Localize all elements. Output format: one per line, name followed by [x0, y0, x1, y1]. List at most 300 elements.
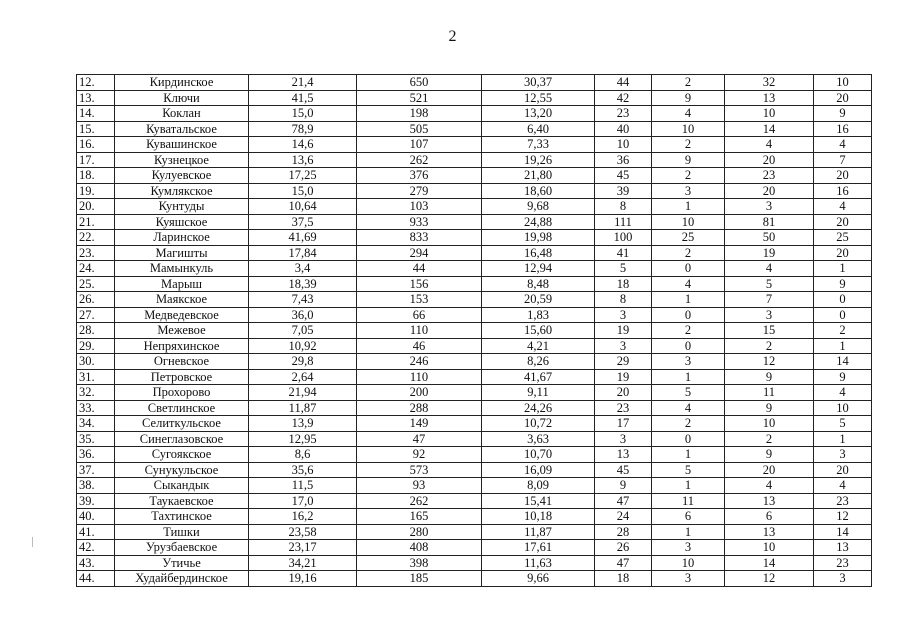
value-cell: 3 — [595, 307, 652, 323]
row-number: 35. — [77, 431, 115, 447]
lake-name: Петровское — [115, 369, 249, 385]
value-cell: 21,94 — [249, 385, 357, 401]
lake-name: Тахтинское — [115, 509, 249, 525]
value-cell: 6 — [725, 509, 814, 525]
lakes-table — [76, 74, 872, 587]
value-cell: 521 — [357, 90, 482, 106]
value-cell: 0 — [652, 261, 725, 277]
table-row — [77, 245, 872, 261]
value-cell: 9 — [725, 369, 814, 385]
value-cell: 2 — [652, 137, 725, 153]
lake-name: Сугоякское — [115, 447, 249, 463]
table-row — [77, 183, 872, 199]
row-number: 27. — [77, 307, 115, 323]
value-cell: 0 — [652, 431, 725, 447]
value-cell: 398 — [357, 555, 482, 571]
lake-name: Кувашинское — [115, 137, 249, 153]
value-cell: 3 — [652, 354, 725, 370]
value-cell: 5 — [725, 276, 814, 292]
table-row — [77, 75, 872, 91]
value-cell: 9 — [595, 478, 652, 494]
value-cell: 20 — [725, 183, 814, 199]
value-cell: 10 — [652, 121, 725, 137]
value-cell: 20 — [814, 245, 872, 261]
value-cell: 23,58 — [249, 524, 357, 540]
value-cell: 12,94 — [482, 261, 595, 277]
lake-name: Худайбердинское — [115, 571, 249, 587]
value-cell: 1 — [652, 524, 725, 540]
lake-name: Коклан — [115, 106, 249, 122]
value-cell: 24,88 — [482, 214, 595, 230]
value-cell: 3,63 — [482, 431, 595, 447]
value-cell: 10,72 — [482, 416, 595, 432]
value-cell: 4 — [814, 385, 872, 401]
value-cell: 40 — [595, 121, 652, 137]
value-cell: 30,37 — [482, 75, 595, 91]
value-cell: 21,4 — [249, 75, 357, 91]
value-cell: 10 — [725, 416, 814, 432]
value-cell: 111 — [595, 214, 652, 230]
value-cell: 16 — [814, 121, 872, 137]
value-cell: 11,63 — [482, 555, 595, 571]
value-cell: 2,64 — [249, 369, 357, 385]
lake-name: Светлинское — [115, 400, 249, 416]
row-number: 43. — [77, 555, 115, 571]
value-cell: 246 — [357, 354, 482, 370]
value-cell: 280 — [357, 524, 482, 540]
lake-name: Непряхинское — [115, 338, 249, 354]
value-cell: 20 — [595, 385, 652, 401]
table-row — [77, 137, 872, 153]
value-cell: 1,83 — [482, 307, 595, 323]
lake-name: Марыш — [115, 276, 249, 292]
value-cell: 200 — [357, 385, 482, 401]
value-cell: 32 — [725, 75, 814, 91]
lake-name: Утичье — [115, 555, 249, 571]
lake-name: Межевое — [115, 323, 249, 339]
value-cell: 4 — [652, 106, 725, 122]
value-cell: 14,6 — [249, 137, 357, 153]
lake-name: Медведевское — [115, 307, 249, 323]
row-number: 33. — [77, 400, 115, 416]
lake-name: Синеглазовское — [115, 431, 249, 447]
row-number: 24. — [77, 261, 115, 277]
value-cell: 4 — [814, 137, 872, 153]
value-cell: 26 — [595, 540, 652, 556]
value-cell: 78,9 — [249, 121, 357, 137]
value-cell: 9 — [814, 276, 872, 292]
table-row — [77, 555, 872, 571]
value-cell: 4 — [814, 199, 872, 215]
value-cell: 41,67 — [482, 369, 595, 385]
value-cell: 23 — [725, 168, 814, 184]
table-row — [77, 261, 872, 277]
lake-name: Куяшское — [115, 214, 249, 230]
value-cell: 3 — [814, 571, 872, 587]
value-cell: 8,09 — [482, 478, 595, 494]
value-cell: 11,87 — [249, 400, 357, 416]
value-cell: 505 — [357, 121, 482, 137]
row-number: 23. — [77, 245, 115, 261]
lake-name: Кирдинское — [115, 75, 249, 91]
row-number: 36. — [77, 447, 115, 463]
row-number: 31. — [77, 369, 115, 385]
value-cell: 2 — [652, 75, 725, 91]
row-number: 44. — [77, 571, 115, 587]
value-cell: 279 — [357, 183, 482, 199]
value-cell: 11 — [725, 385, 814, 401]
value-cell: 3 — [725, 307, 814, 323]
row-number: 18. — [77, 168, 115, 184]
lake-name: Огневское — [115, 354, 249, 370]
row-number: 28. — [77, 323, 115, 339]
value-cell: 17,0 — [249, 493, 357, 509]
row-number: 42. — [77, 540, 115, 556]
row-number: 13. — [77, 90, 115, 106]
value-cell: 2 — [652, 168, 725, 184]
value-cell: 29 — [595, 354, 652, 370]
value-cell: 20 — [725, 462, 814, 478]
value-cell: 16 — [814, 183, 872, 199]
value-cell: 15,0 — [249, 106, 357, 122]
value-cell: 50 — [725, 230, 814, 246]
table-row — [77, 431, 872, 447]
value-cell: 7,43 — [249, 292, 357, 308]
value-cell: 7,33 — [482, 137, 595, 153]
value-cell: 7 — [814, 152, 872, 168]
table-row — [77, 323, 872, 339]
value-cell: 23 — [595, 400, 652, 416]
value-cell: 36,0 — [249, 307, 357, 323]
row-number: 34. — [77, 416, 115, 432]
value-cell: 47 — [357, 431, 482, 447]
value-cell: 15 — [725, 323, 814, 339]
row-number: 32. — [77, 385, 115, 401]
value-cell: 4,21 — [482, 338, 595, 354]
value-cell: 39 — [595, 183, 652, 199]
value-cell: 3 — [595, 431, 652, 447]
value-cell: 2 — [814, 323, 872, 339]
value-cell: 21,80 — [482, 168, 595, 184]
value-cell: 9,68 — [482, 199, 595, 215]
value-cell: 1 — [652, 369, 725, 385]
value-cell: 19,26 — [482, 152, 595, 168]
value-cell: 23 — [595, 106, 652, 122]
value-cell: 16,2 — [249, 509, 357, 525]
value-cell: 153 — [357, 292, 482, 308]
value-cell: 19,16 — [249, 571, 357, 587]
value-cell: 4 — [725, 261, 814, 277]
row-number: 25. — [77, 276, 115, 292]
value-cell: 18 — [595, 571, 652, 587]
table-row — [77, 230, 872, 246]
row-number: 19. — [77, 183, 115, 199]
value-cell: 23 — [814, 493, 872, 509]
value-cell: 10 — [725, 540, 814, 556]
lake-name: Куватальское — [115, 121, 249, 137]
value-cell: 93 — [357, 478, 482, 494]
value-cell: 408 — [357, 540, 482, 556]
value-cell: 15,60 — [482, 323, 595, 339]
table-row — [77, 524, 872, 540]
value-cell: 3 — [595, 338, 652, 354]
value-cell: 10,64 — [249, 199, 357, 215]
value-cell: 288 — [357, 400, 482, 416]
value-cell: 10 — [595, 137, 652, 153]
value-cell: 29,8 — [249, 354, 357, 370]
table-row — [77, 416, 872, 432]
value-cell: 18,39 — [249, 276, 357, 292]
value-cell: 10 — [725, 106, 814, 122]
value-cell: 36 — [595, 152, 652, 168]
table-row — [77, 447, 872, 463]
value-cell: 4 — [652, 400, 725, 416]
value-cell: 1 — [652, 292, 725, 308]
value-cell: 37,5 — [249, 214, 357, 230]
value-cell: 20 — [814, 168, 872, 184]
value-cell: 41,69 — [249, 230, 357, 246]
value-cell: 9,11 — [482, 385, 595, 401]
lake-name: Магишты — [115, 245, 249, 261]
value-cell: 9 — [652, 152, 725, 168]
value-cell: 376 — [357, 168, 482, 184]
value-cell: 156 — [357, 276, 482, 292]
value-cell: 2 — [652, 245, 725, 261]
value-cell: 45 — [595, 462, 652, 478]
lake-name: Мамынкуль — [115, 261, 249, 277]
row-number: 39. — [77, 493, 115, 509]
value-cell: 13 — [725, 493, 814, 509]
value-cell: 3 — [652, 571, 725, 587]
value-cell: 1 — [814, 261, 872, 277]
value-cell: 8 — [595, 199, 652, 215]
value-cell: 25 — [652, 230, 725, 246]
value-cell: 10 — [652, 555, 725, 571]
value-cell: 9 — [652, 90, 725, 106]
value-cell: 8,48 — [482, 276, 595, 292]
value-cell: 16,48 — [482, 245, 595, 261]
value-cell: 10 — [814, 75, 872, 91]
table-row — [77, 214, 872, 230]
table-row — [77, 307, 872, 323]
table-body — [77, 75, 872, 587]
value-cell: 66 — [357, 307, 482, 323]
row-number: 22. — [77, 230, 115, 246]
value-cell: 19 — [725, 245, 814, 261]
table-row — [77, 106, 872, 122]
value-cell: 4 — [814, 478, 872, 494]
value-cell: 1 — [652, 478, 725, 494]
lake-name: Таукаевское — [115, 493, 249, 509]
value-cell: 13 — [725, 90, 814, 106]
value-cell: 44 — [357, 261, 482, 277]
value-cell: 15,0 — [249, 183, 357, 199]
value-cell: 17,61 — [482, 540, 595, 556]
value-cell: 650 — [357, 75, 482, 91]
value-cell: 3 — [814, 447, 872, 463]
value-cell: 9,66 — [482, 571, 595, 587]
value-cell: 165 — [357, 509, 482, 525]
row-number: 12. — [77, 75, 115, 91]
value-cell: 12 — [725, 354, 814, 370]
value-cell: 1 — [652, 447, 725, 463]
value-cell: 81 — [725, 214, 814, 230]
value-cell: 8,26 — [482, 354, 595, 370]
row-number: 37. — [77, 462, 115, 478]
value-cell: 0 — [652, 307, 725, 323]
value-cell: 23,17 — [249, 540, 357, 556]
lake-name: Кумлякское — [115, 183, 249, 199]
value-cell: 2 — [652, 323, 725, 339]
row-number: 14. — [77, 106, 115, 122]
lake-name: Тишки — [115, 524, 249, 540]
margin-mark — [32, 537, 33, 547]
value-cell: 45 — [595, 168, 652, 184]
row-number: 20. — [77, 199, 115, 215]
value-cell: 7,05 — [249, 323, 357, 339]
value-cell: 13 — [814, 540, 872, 556]
value-cell: 15,41 — [482, 493, 595, 509]
value-cell: 5 — [595, 261, 652, 277]
value-cell: 262 — [357, 152, 482, 168]
value-cell: 10 — [814, 400, 872, 416]
value-cell: 1 — [814, 431, 872, 447]
value-cell: 5 — [652, 462, 725, 478]
value-cell: 13,20 — [482, 106, 595, 122]
table-row — [77, 90, 872, 106]
row-number: 21. — [77, 214, 115, 230]
lake-name: Прохорово — [115, 385, 249, 401]
lake-name: Кузнецкое — [115, 152, 249, 168]
value-cell: 25 — [814, 230, 872, 246]
table-row — [77, 354, 872, 370]
value-cell: 4 — [725, 478, 814, 494]
value-cell: 1 — [814, 338, 872, 354]
value-cell: 14 — [814, 354, 872, 370]
value-cell: 41 — [595, 245, 652, 261]
value-cell: 24 — [595, 509, 652, 525]
value-cell: 17,25 — [249, 168, 357, 184]
value-cell: 107 — [357, 137, 482, 153]
value-cell: 0 — [814, 307, 872, 323]
value-cell: 28 — [595, 524, 652, 540]
value-cell: 20 — [814, 214, 872, 230]
value-cell: 6 — [652, 509, 725, 525]
value-cell: 3 — [652, 540, 725, 556]
value-cell: 3 — [652, 183, 725, 199]
value-cell: 0 — [652, 338, 725, 354]
value-cell: 44 — [595, 75, 652, 91]
value-cell: 24,26 — [482, 400, 595, 416]
value-cell: 262 — [357, 493, 482, 509]
row-number: 15. — [77, 121, 115, 137]
table-row — [77, 152, 872, 168]
value-cell: 14 — [725, 555, 814, 571]
table-row — [77, 168, 872, 184]
value-cell: 14 — [725, 121, 814, 137]
row-number: 29. — [77, 338, 115, 354]
value-cell: 11,5 — [249, 478, 357, 494]
lake-name: Селиткульское — [115, 416, 249, 432]
value-cell: 20,59 — [482, 292, 595, 308]
lake-name: Сыкандык — [115, 478, 249, 494]
value-cell: 12,55 — [482, 90, 595, 106]
value-cell: 13 — [595, 447, 652, 463]
value-cell: 92 — [357, 447, 482, 463]
value-cell: 100 — [595, 230, 652, 246]
table-row — [77, 276, 872, 292]
value-cell: 10 — [652, 214, 725, 230]
value-cell: 13 — [725, 524, 814, 540]
value-cell: 933 — [357, 214, 482, 230]
value-cell: 3,4 — [249, 261, 357, 277]
value-cell: 2 — [725, 431, 814, 447]
value-cell: 14 — [814, 524, 872, 540]
value-cell: 12,95 — [249, 431, 357, 447]
value-cell: 5 — [814, 416, 872, 432]
value-cell: 16,09 — [482, 462, 595, 478]
lake-name: Кулуевское — [115, 168, 249, 184]
value-cell: 20 — [814, 90, 872, 106]
value-cell: 5 — [652, 385, 725, 401]
lake-name: Сунукульское — [115, 462, 249, 478]
table-row — [77, 121, 872, 137]
value-cell: 19,98 — [482, 230, 595, 246]
value-cell: 17 — [595, 416, 652, 432]
value-cell: 47 — [595, 493, 652, 509]
value-cell: 20 — [814, 462, 872, 478]
row-number: 38. — [77, 478, 115, 494]
table-row — [77, 292, 872, 308]
row-number: 16. — [77, 137, 115, 153]
lake-name: Ключи — [115, 90, 249, 106]
page-number: 2 — [448, 28, 457, 45]
row-number: 30. — [77, 354, 115, 370]
value-cell: 198 — [357, 106, 482, 122]
value-cell: 185 — [357, 571, 482, 587]
table-row — [77, 478, 872, 494]
value-cell: 18 — [595, 276, 652, 292]
value-cell: 12 — [725, 571, 814, 587]
table-row — [77, 571, 872, 587]
value-cell: 11,87 — [482, 524, 595, 540]
value-cell: 42 — [595, 90, 652, 106]
value-cell: 12 — [814, 509, 872, 525]
value-cell: 18,60 — [482, 183, 595, 199]
value-cell: 23 — [814, 555, 872, 571]
table-row — [77, 540, 872, 556]
value-cell: 110 — [357, 369, 482, 385]
value-cell: 46 — [357, 338, 482, 354]
value-cell: 9 — [725, 447, 814, 463]
value-cell: 833 — [357, 230, 482, 246]
value-cell: 20 — [725, 152, 814, 168]
value-cell: 1 — [652, 199, 725, 215]
value-cell: 2 — [652, 416, 725, 432]
value-cell: 47 — [595, 555, 652, 571]
value-cell: 8 — [595, 292, 652, 308]
value-cell: 149 — [357, 416, 482, 432]
lake-name: Маякское — [115, 292, 249, 308]
value-cell: 9 — [814, 106, 872, 122]
value-cell: 103 — [357, 199, 482, 215]
value-cell: 19 — [595, 369, 652, 385]
value-cell: 3 — [725, 199, 814, 215]
value-cell: 4 — [725, 137, 814, 153]
value-cell: 19 — [595, 323, 652, 339]
row-number: 26. — [77, 292, 115, 308]
value-cell: 9 — [814, 369, 872, 385]
